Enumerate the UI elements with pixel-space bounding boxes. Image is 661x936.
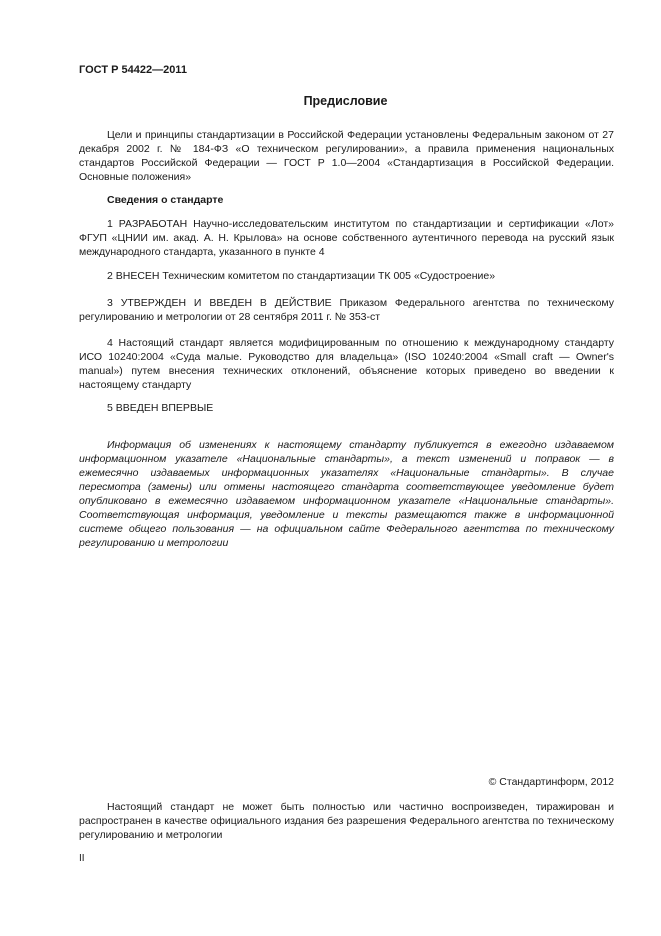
item-5-introduced: 5 ВВЕДЕН ВПЕРВЫЕ: [107, 402, 214, 414]
item-3-approved: 3 УТВЕРЖДЕН И ВВЕДЕН В ДЕЙСТВИЕ Приказом Федерального агентства по техническому регулированию и метрологии от 28 сентября 2011 г. № 353-ст: [79, 297, 614, 323]
item-1-developed: 1 РАЗРАБОТАН Научно-исследовательским институтом по стандартизации и сертификации «Лот» ФГУП «ЦНИИ им. акад. А. Н. Крылова» на основе собственного аутентичного перевода на русский язык международного стандарта, указанного в пункте 4: [79, 218, 614, 258]
item-2-submitted: 2 ВНЕСЕН Техническим комитетом по стандартизации ТК 005 «Судостроение»: [107, 270, 496, 282]
document-id-header: ГОСТ Р 54422—2011: [79, 64, 187, 76]
info-heading: Сведения о стандарте: [107, 194, 224, 206]
intro-paragraph: Цели и принципы стандартизации в Российской Федерации установлены Федеральным законом от 27 декабря 2002 г. № 184-ФЗ «О техническом регулировании», а правила применения национальных стандартов Российской Федерации — ГОСТ Р 1.0—2004 «Стандартизация в Российской Федерации. Основные положения»: [79, 129, 614, 183]
copyright-line: © Стандартинформ, 2012: [488, 776, 614, 788]
change-notice-paragraph: Информация об изменениях к настоящему стандарту публикуется в ежегодно издаваемом информационном указателе «Национальные стандарты», а текст изменений и поправок — в ежемесячно издаваемых информационных указателях «Национальные стандарты». В случае пересмотра (замены) или отмены настоящего стандарта соответствующее уведомление будет опубликовано в ежемесячно издаваемом информационном указателе «Национальные стандарты». Соответствующая информация, уведомление и тексты размещаются также в информационной системе общего пользования — на официальном сайте Федерального агентства по техническому регулированию и метрологии: [79, 439, 614, 549]
reproduction-notice: Настоящий стандарт не может быть полностью или частично воспроизведен, тиражирован и распространен в качестве официального издания без разрешения Федерального агентства по техническому регулированию и метрологии: [79, 801, 614, 841]
page-title: Предисловие: [303, 94, 388, 108]
page-number: II: [79, 853, 85, 864]
item-4-modified: 4 Настоящий стандарт является модифицированным по отношению к международному стандарту ИСО 10240:2004 «Суда малые. Руководство для владельца» (ISO 10240:2004 «Small craft — Owner's manual») путем внесения технических отклонений, объяснение которых приведено во введении к настоящему стандарту: [79, 337, 614, 391]
